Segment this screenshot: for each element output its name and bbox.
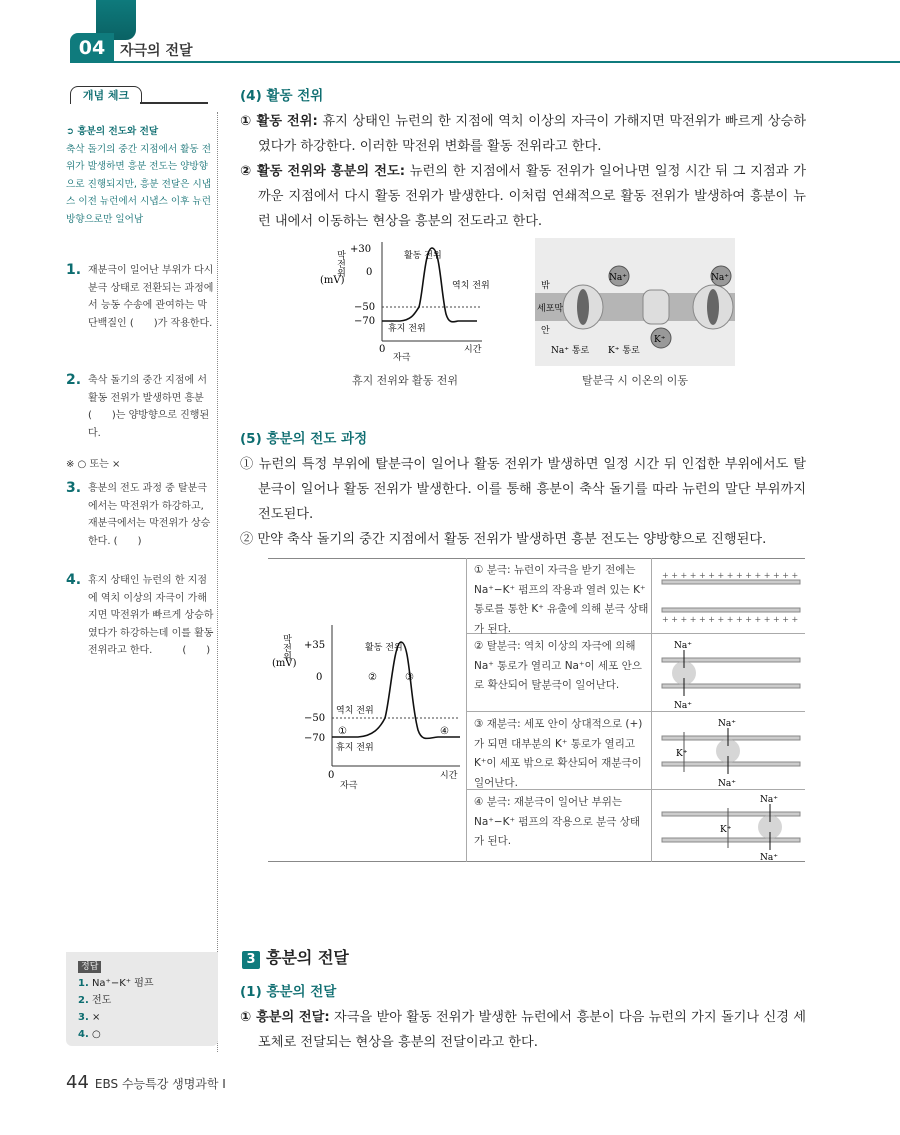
potential-curve: [332, 642, 460, 738]
term: ① 활동 전위:: [240, 114, 318, 129]
tab-underline: [140, 102, 208, 104]
section-4: [240, 84, 806, 234]
outside-label: 밖: [541, 281, 550, 291]
paragraph: [240, 159, 806, 234]
ion-label: Na⁺: [674, 641, 692, 651]
paragraph-text: 뉴런의 한 지점에서 활동 전위가 일어나면 일정 시간 뒤 그 지점과 가까운 지점에서 다시 활동 전위가 발생한다. 이처럼 연쇄적으로 활동 전위가 발생하여 흥분이 뉴런 내에서 이동하는 현상을 흥분의 전도라고 한다.: [258, 164, 806, 229]
na-channel-label: Na⁺ 통로: [551, 346, 590, 356]
ion-label: Na⁺: [609, 273, 627, 283]
ox-note: ※ ○ 또는 ×: [66, 459, 121, 470]
stage-mark: ③: [405, 672, 414, 683]
paragraph-text: 휴지 상태인 뉴런의 한 지점에 역치 이상의 자극이 가해지면 막전위가 빠르게 상승하였다가 하강한다. 이러한 막전위 변화를 활동 전위라고 한다.: [258, 114, 806, 154]
concept-title: ➲ 흥분의 전도와 전달: [66, 126, 159, 137]
chapter-title: 자극의 전달: [120, 43, 193, 59]
stage-text: ③ 재분극: 세포 안이 상대적으로 (+)가 되면 대부분의 K⁺ 통로가 열리고 K⁺이 세포 밖으로 확산되어 재분극이 일어난다.: [474, 718, 643, 789]
tick-label: 0: [328, 770, 335, 781]
table-row: [466, 712, 805, 790]
stage-text: ② 탈분극: 역치 이상의 자극에 의해 Na⁺ 통로가 열리고 Na⁺이 세포 안으로 확산되어 탈분극이 일어난다.: [474, 640, 642, 691]
membrane-diagram: [651, 634, 805, 711]
rest-label: 휴지 전위: [336, 743, 374, 753]
table-row: [466, 558, 805, 634]
section-5: [240, 427, 806, 552]
question-number: 4.: [66, 572, 82, 588]
ion-label: Na⁺: [718, 719, 736, 729]
term: ② 활동 전위와 흥분의 전도:: [240, 164, 405, 179]
footer: [66, 1072, 226, 1093]
concept-check-tab: 개념 체크: [70, 86, 142, 104]
answer-text: ×: [91, 1012, 101, 1023]
question-text: 휴지 상태인 뉴런의 한 지점에 역치 이상의 자극이 가해지면 막전위가 빠르게 상승하였다가 하강하는데 이를 활동 전위라고 한다. ( ): [88, 575, 214, 656]
conduction-graph: [268, 620, 463, 790]
ion-label: K⁺: [654, 335, 666, 345]
answer-label: 정답: [78, 961, 101, 973]
answer-text: Na⁺−K⁺ 펌프: [91, 978, 154, 989]
membrane-label: 세포막: [537, 304, 564, 314]
question-2: [66, 372, 214, 442]
answer-text: 전도: [91, 995, 112, 1006]
action-potential-graph: [320, 238, 490, 368]
x-label: 시간: [464, 345, 482, 355]
answer-number: 3.: [78, 1012, 89, 1023]
unit-label: (mV): [272, 658, 297, 669]
ion-movement-diagram: [535, 238, 735, 366]
answer-number: 2.: [78, 995, 89, 1006]
tick-label: +35: [304, 640, 326, 651]
answer-number: 1.: [78, 978, 89, 989]
answer-text: ○: [91, 1029, 101, 1040]
paragraph: [240, 1005, 806, 1055]
na-pore: [577, 289, 589, 325]
question-4: [66, 572, 214, 660]
y-label: 막전위: [281, 634, 291, 661]
svg-text:+ + + + + + + + + + + + + + +: + + + + + + + + + + + + + + +: [662, 615, 799, 624]
section-heading: (5) 흥분의 전도 과정: [240, 431, 368, 447]
paragraph: [240, 109, 806, 159]
ap-label: 활동 전위: [365, 643, 403, 653]
stimulus-label: 자극: [340, 781, 358, 790]
subsection-1: [240, 980, 806, 1055]
ion-label: Na⁺: [674, 701, 692, 711]
stage-text: ① 분극: 뉴런이 자극을 받기 전에는 Na⁺−K⁺ 펌프의 작용과 열려 있는 K⁺ 통로를 통한 K⁺ 유출에 의해 분극 상태가 된다.: [474, 564, 649, 635]
section-3-title: [242, 945, 349, 969]
question-text: 재분극이 일어난 부위가 다시 분극 상태로 전환되는 과정에서 능동 수송에 관여하는 막단백질인 ( )가 작용한다.: [88, 265, 214, 329]
k-channel-label: K⁺ 통로: [608, 346, 640, 356]
stage-text: ④ 분극: 재분극이 일어난 부위는 Na⁺−K⁺ 펌프의 작용으로 분극 상태가 된다.: [474, 796, 640, 847]
question-text: 축삭 돌기의 중간 지점에 서 활동 전위가 발생하면 흥분 ( )는 양방향으로 진행된다.: [88, 375, 210, 439]
ion-label: Na⁺: [718, 779, 736, 789]
tick-label: −70: [304, 733, 326, 744]
question-number: 3.: [66, 480, 82, 496]
concept-text: 축삭 돌기의 중간 지점에서 활동 전위가 발생하면 흥분 전도는 양방향으로 진행되지만, 흥분 전달은 시냅스 이전 뉴런에서 시냅스 이후 뉴런 방향으로만 일어남: [66, 143, 211, 225]
ion-label: Na⁺: [711, 273, 729, 283]
tick-label: −70: [354, 316, 376, 327]
figure-caption: 휴지 전위와 활동 전위: [351, 374, 459, 387]
tick-label: 0: [379, 344, 386, 355]
k-channel: [643, 290, 669, 324]
header-divider: [70, 61, 900, 63]
ion-label: K⁺: [720, 825, 732, 835]
stage-mark: ②: [368, 672, 377, 683]
threshold-label: 역치 전위: [336, 706, 374, 716]
figure-caption: 탈분극 시 이온의 이동: [581, 374, 689, 387]
answer-number: 4.: [78, 1029, 89, 1040]
threshold-label: 역치 전위: [452, 281, 490, 291]
section-number: 3: [242, 951, 260, 969]
rest-label: 휴지 전위: [388, 324, 426, 334]
question-number: 2.: [66, 372, 82, 388]
section-heading: (4) 활동 전위: [240, 88, 324, 104]
membrane-diagram: [651, 712, 805, 789]
answer-box: [66, 952, 218, 1046]
paragraph-text: 자극을 받아 활동 전위가 발생한 뉴런에서 흥분이 다음 뉴런의 가지 돌기나 신경 세포체로 전달되는 현상을 흥분의 전달이라고 한다.: [258, 1010, 806, 1050]
sidebar-divider: [217, 112, 218, 1052]
page-number: 44: [66, 1072, 89, 1093]
ion-label: K⁺: [676, 749, 688, 759]
table-row: [466, 634, 805, 712]
question-text: 흥분의 전도 과정 중 탈분극에서는 막전위가 하강하고, 재분극에서는 막전위가 상승한다. ( ): [88, 483, 211, 547]
concept-note: [66, 123, 214, 228]
ap-label: 활동 전위: [404, 251, 442, 261]
paragraph: ① 뉴런의 특정 부위에 탈분극이 일어나 활동 전위가 발생하면 일정 시간 뒤 인접한 부위에서도 탈분극이 일어나 활동 전위가 발생한다. 이를 통해 흥분이 축삭 돌기를 따라 뉴런의 말단 부위까지 전도된다.: [240, 457, 806, 522]
tick-label: −50: [304, 713, 326, 724]
section-title: 흥분의 전달: [266, 948, 349, 967]
stage-mark: ①: [338, 726, 347, 737]
ion-label: Na⁺: [760, 853, 778, 862]
svg-text:+ + + + + + + + + + + + + + +: + + + + + + + + + + + + + + +: [662, 571, 799, 580]
inside-label: 안: [541, 326, 550, 336]
na-pore: [707, 289, 719, 325]
section-heading: (1) 흥분의 전달: [240, 984, 337, 1000]
question-number: 1.: [66, 262, 82, 278]
term: ① 흥분의 전달:: [240, 1010, 330, 1025]
x-label: 시간: [440, 771, 458, 781]
question-1: [66, 262, 214, 332]
y-label: 막전위: [335, 250, 345, 277]
tick-label: −50: [354, 302, 376, 313]
tick-label: 0: [366, 267, 373, 278]
book-title: EBS 수능특강 생명과학 Ⅰ: [94, 1077, 226, 1091]
stimulus-label: 자극: [393, 353, 411, 363]
chapter-number: 04: [70, 33, 114, 63]
paragraph: ② 만약 축삭 돌기의 중간 지점에서 활동 전위가 발생하면 흥분 전도는 양방향으로 진행된다.: [240, 532, 767, 547]
tick-label: +30: [350, 244, 372, 255]
membrane-diagram: [651, 558, 805, 633]
stage-table: [466, 558, 805, 862]
ion-label: Na⁺: [760, 795, 778, 805]
table-row: [466, 790, 805, 862]
tick-label: 0: [316, 672, 323, 683]
unit-label: (mV): [320, 275, 345, 286]
question-3: [66, 480, 214, 550]
membrane-diagram: [651, 790, 805, 862]
stage-mark: ④: [440, 726, 449, 737]
